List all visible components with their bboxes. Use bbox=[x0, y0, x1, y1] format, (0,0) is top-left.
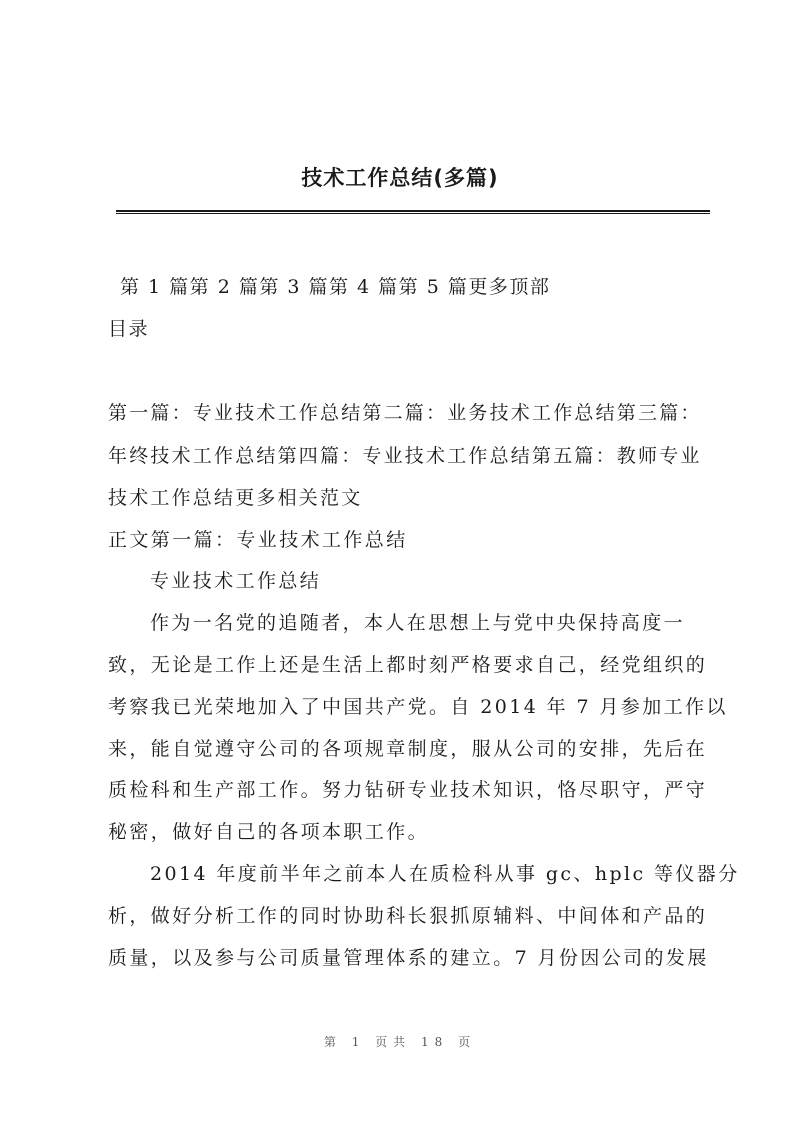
paragraph-line: 作为一名党的追随者，本人在思想上与党中央保持高度一 bbox=[150, 612, 686, 634]
toc-line[interactable]: 年终技术工作总结第四篇：专业技术工作总结第五篇：教师专业 bbox=[108, 445, 702, 467]
paragraph-line: 考察我已光荣地加入了中国共产党。自 2014 年 7 月参加工作以 bbox=[108, 696, 728, 718]
paragraph-line: 析，做好分析工作的同时协助科长狠抓原辅料、中间体和产品的 bbox=[108, 905, 708, 927]
section-nav-links[interactable]: 第 1 篇第 2 篇第 3 篇第 4 篇第 5 篇更多顶部 bbox=[120, 276, 551, 298]
toc-line[interactable]: 第一篇：专业技术工作总结第二篇：业务技术工作总结第三篇： bbox=[108, 402, 702, 424]
paragraph-line: 质量，以及参与公司质量管理体系的建立。7 月份因公司的发展 bbox=[108, 947, 709, 969]
article-title: 专业技术工作总结 bbox=[150, 570, 322, 592]
paragraph-line: 秘密，做好自己的各项本职工作。 bbox=[108, 821, 430, 843]
section-heading: 正文第一篇：专业技术工作总结 bbox=[108, 529, 408, 551]
paragraph-line: 致，无论是工作上还是生活上都时刻严格要求自己，经党组织的 bbox=[108, 654, 708, 676]
toc-line[interactable]: 技术工作总结更多相关范文 bbox=[108, 487, 363, 509]
page-number-footer: 第 1 页共 18 页 bbox=[323, 1035, 477, 1049]
paragraph-line: 来，能自觉遵守公司的各项规章制度，服从公司的安排，先后在 bbox=[108, 738, 708, 760]
document-title: 技术工作总结(多篇) bbox=[301, 166, 499, 190]
title-divider bbox=[116, 210, 710, 214]
paragraph-line: 2014 年度前半年之前本人在质检科从事 gc、hplc 等仪器分 bbox=[150, 863, 740, 885]
paragraph-line: 质检科和生产部工作。努力钻研专业技术知识，恪尽职守，严守 bbox=[108, 779, 708, 801]
toc-heading: 目录 bbox=[108, 318, 150, 340]
